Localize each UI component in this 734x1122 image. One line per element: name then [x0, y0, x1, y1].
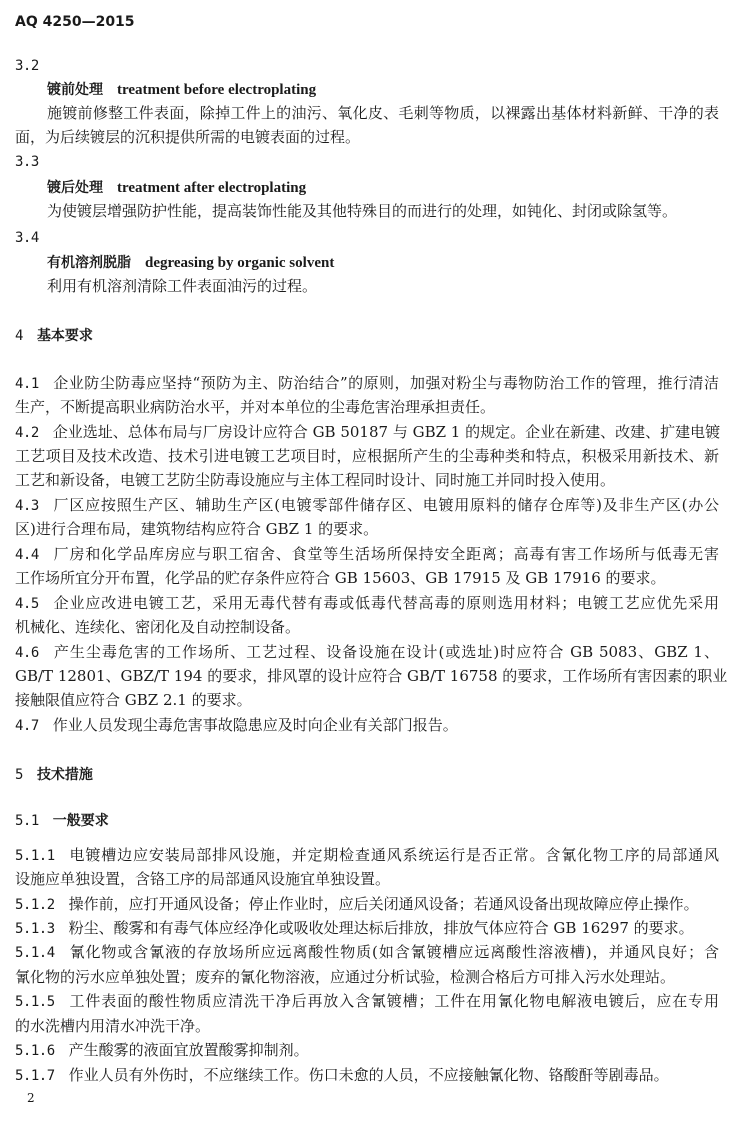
- document-code: AQ 4250—2015: [15, 14, 135, 30]
- clause-text: 产生酸雾的液面宜放置酸雾抑制剂。: [68, 1041, 309, 1059]
- clause-number: 5.1.7: [15, 1068, 55, 1084]
- clause-text: 企业应改进电镀工艺，采用无毒代替有毒或低毒代替高毒的原则选用材料；电镀工艺应优先采用: [52, 594, 719, 612]
- clause-text: GB/T 12801、GBZ/T 194 的要求，排风罩的设计应符合 GB/T 16758 的要求，工作场所有害因素的职业: [15, 667, 728, 685]
- subsection-heading: 5.1 一般要求: [15, 813, 109, 829]
- clause-text: 设施应单独设置，含铬工序的局部通风设施宜单独设置。: [15, 870, 391, 888]
- clause-number: 5.1.4: [15, 945, 55, 961]
- clause-text: 作业人员发现尘毒危害事故隐患应及时向企业有关部门报告。: [52, 716, 458, 734]
- definition-line: 为使镀层增强防护性能，提高装饰性能及其他特殊目的而进行的处理，如钝化、封闭或除氢等。: [47, 202, 678, 220]
- clause-continuation: [15, 665, 728, 687]
- clause-number: 3.2: [15, 58, 39, 74]
- clause-text: 电镀槽边应安装局部排风设施，并定期检查通风系统运行是否正常。含氰化物工序的局部通风: [68, 846, 719, 864]
- clause-continuation: [15, 966, 719, 988]
- definition-line: 施镀前修整工件表面，除掉工件上的油污、氧化皮、毛刺等物质，以裸露出基体材料新鲜、干净的表: [47, 104, 719, 122]
- clause-text: 工艺项目及技术改造、技术引进电镀工艺项目时，应根据所产生的尘毒种类和特点，积极采用新技术、新: [15, 447, 719, 465]
- clause-text: 的水洗槽内用清水冲洗干净。: [15, 1017, 211, 1035]
- clause-continuation: [15, 469, 719, 491]
- term-heading: 有机溶剂脱脂 degreasing by organic solvent: [47, 255, 335, 271]
- clause-number: 4.4: [15, 547, 39, 563]
- clause-text: 工艺和新设备，电镀工艺防尘防毒设施应与主体工程同时设计、同时施工并同时投入使用。: [15, 471, 616, 489]
- clause-text: 企业选址、总体布局与厂房设计应符合 GB 50187 与 GBZ 1 的规定。企业在新建、改建、扩建电镀: [52, 423, 721, 441]
- clause: [15, 714, 719, 736]
- clause: [15, 844, 719, 866]
- clause-continuation: [15, 396, 719, 418]
- clause-continuation: [15, 1015, 719, 1037]
- clause-number: 5.1.1: [15, 848, 55, 864]
- clause-text: 工作场所宜分开布置，化学品的贮存条件应符合 GB 15603、GB 17915 及 GB 17916 的要求。: [15, 569, 666, 587]
- clause-text: 机械化、连续化、密闭化及自动控制设备。: [15, 618, 301, 636]
- clause-number: 5.1.6: [15, 1043, 55, 1059]
- clause-number: 5.1.3: [15, 921, 55, 937]
- clause-text: 区)进行合理布局，建筑物结构应符合 GBZ 1 的要求。: [15, 520, 379, 538]
- clause-number: 5.1.2: [15, 897, 55, 913]
- section-heading: 5 技术措施: [15, 767, 93, 783]
- clause-text: 接触限值应符合 GBZ 2.1 的要求。: [15, 691, 252, 709]
- clause-number: 4.6: [15, 645, 39, 661]
- clause-text: 厂区应按照生产区、辅助生产区(电镀零部件储存区、电镀用原料的储存仓库等)及非生产区(办公: [52, 496, 719, 514]
- definition-line: 利用有机溶剂清除工件表面油污的过程。: [47, 277, 318, 295]
- clause-number: 4.5: [15, 596, 39, 612]
- clause-continuation: [15, 689, 719, 711]
- clause-number: 3.3: [15, 154, 39, 170]
- clause-number: 4.2: [15, 425, 39, 441]
- term-heading: 镀前处理 treatment before electroplating: [47, 82, 317, 98]
- clause-number: 4.7: [15, 718, 39, 734]
- clause-text: 操作前，应打开通风设备；停止作业时，应后关闭通风设备；若通风设备出现故障应停止操作。: [68, 895, 699, 913]
- clause-text: 氰化物的污水应单独处置；废弃的氰化物溶液，应通过分析试验，检测合格后方可排入污水处理站。: [15, 968, 676, 986]
- clause-continuation: [15, 518, 719, 540]
- clause-number: 4.3: [15, 498, 39, 514]
- page-number: 2: [27, 1091, 35, 1105]
- clause: [15, 893, 719, 915]
- clause-number: 4.1: [15, 376, 39, 392]
- clause: [15, 372, 719, 394]
- clause: [15, 641, 719, 663]
- clause-text: 工件表面的酸性物质应清洗干净后再放入含氰镀槽；工件在用氰化物电解液电镀后，应在专用: [68, 992, 719, 1010]
- clause-continuation: [15, 445, 719, 467]
- clause-text: 作业人员有外伤时，不应继续工作。伤口未愈的人员，不应接触氰化物、铬酸酐等剧毒品。: [68, 1066, 669, 1084]
- clause-continuation: [15, 567, 719, 589]
- term-heading: 镀后处理 treatment after electroplating: [47, 180, 307, 196]
- section-heading: 4 基本要求: [15, 328, 93, 344]
- clause-continuation: [15, 868, 719, 890]
- clause: [15, 543, 719, 565]
- clause-text: 生产，不断提高职业病防治水平，并对本单位的尘毒危害治理承担责任。: [15, 398, 496, 416]
- clause: [15, 990, 719, 1012]
- clause-continuation: [15, 616, 719, 638]
- clause: [15, 941, 719, 963]
- clause: [15, 494, 719, 516]
- clause-text: 厂房和化学品库房应与职工宿舍、食堂等生活场所保持安全距离；高毒有害工作场所与低毒无害: [52, 545, 719, 563]
- clause-text: 氰化物或含氰液的存放场所应远离酸性物质(如含氰镀槽应远离酸性溶液槽)，并通风良好；含: [68, 943, 719, 961]
- clause-text: 企业防尘防毒应坚持“预防为主、防治结合”的原则，加强对粉尘与毒物防治工作的管理，推行清洁: [52, 374, 719, 392]
- clause-text: 粉尘、酸雾和有毒气体应经净化或吸收处理达标后排放，排放气体应符合 GB 16297 的要求。: [68, 919, 694, 937]
- clause: [15, 1039, 719, 1061]
- clause-number: 3.4: [15, 230, 39, 246]
- clause: [15, 592, 719, 614]
- clause-text: 产生尘毒危害的工作场所、工艺过程、设备设施在设计(或选址)时应符合 GB 5083、GBZ 1、: [52, 643, 719, 661]
- clause: [15, 1064, 719, 1086]
- clause: [15, 421, 719, 443]
- clause-number: 5.1.5: [15, 994, 55, 1010]
- clause: [15, 917, 719, 939]
- definition-line: 面，为后续镀层的沉积提供所需的电镀表面的过程。: [15, 128, 361, 146]
